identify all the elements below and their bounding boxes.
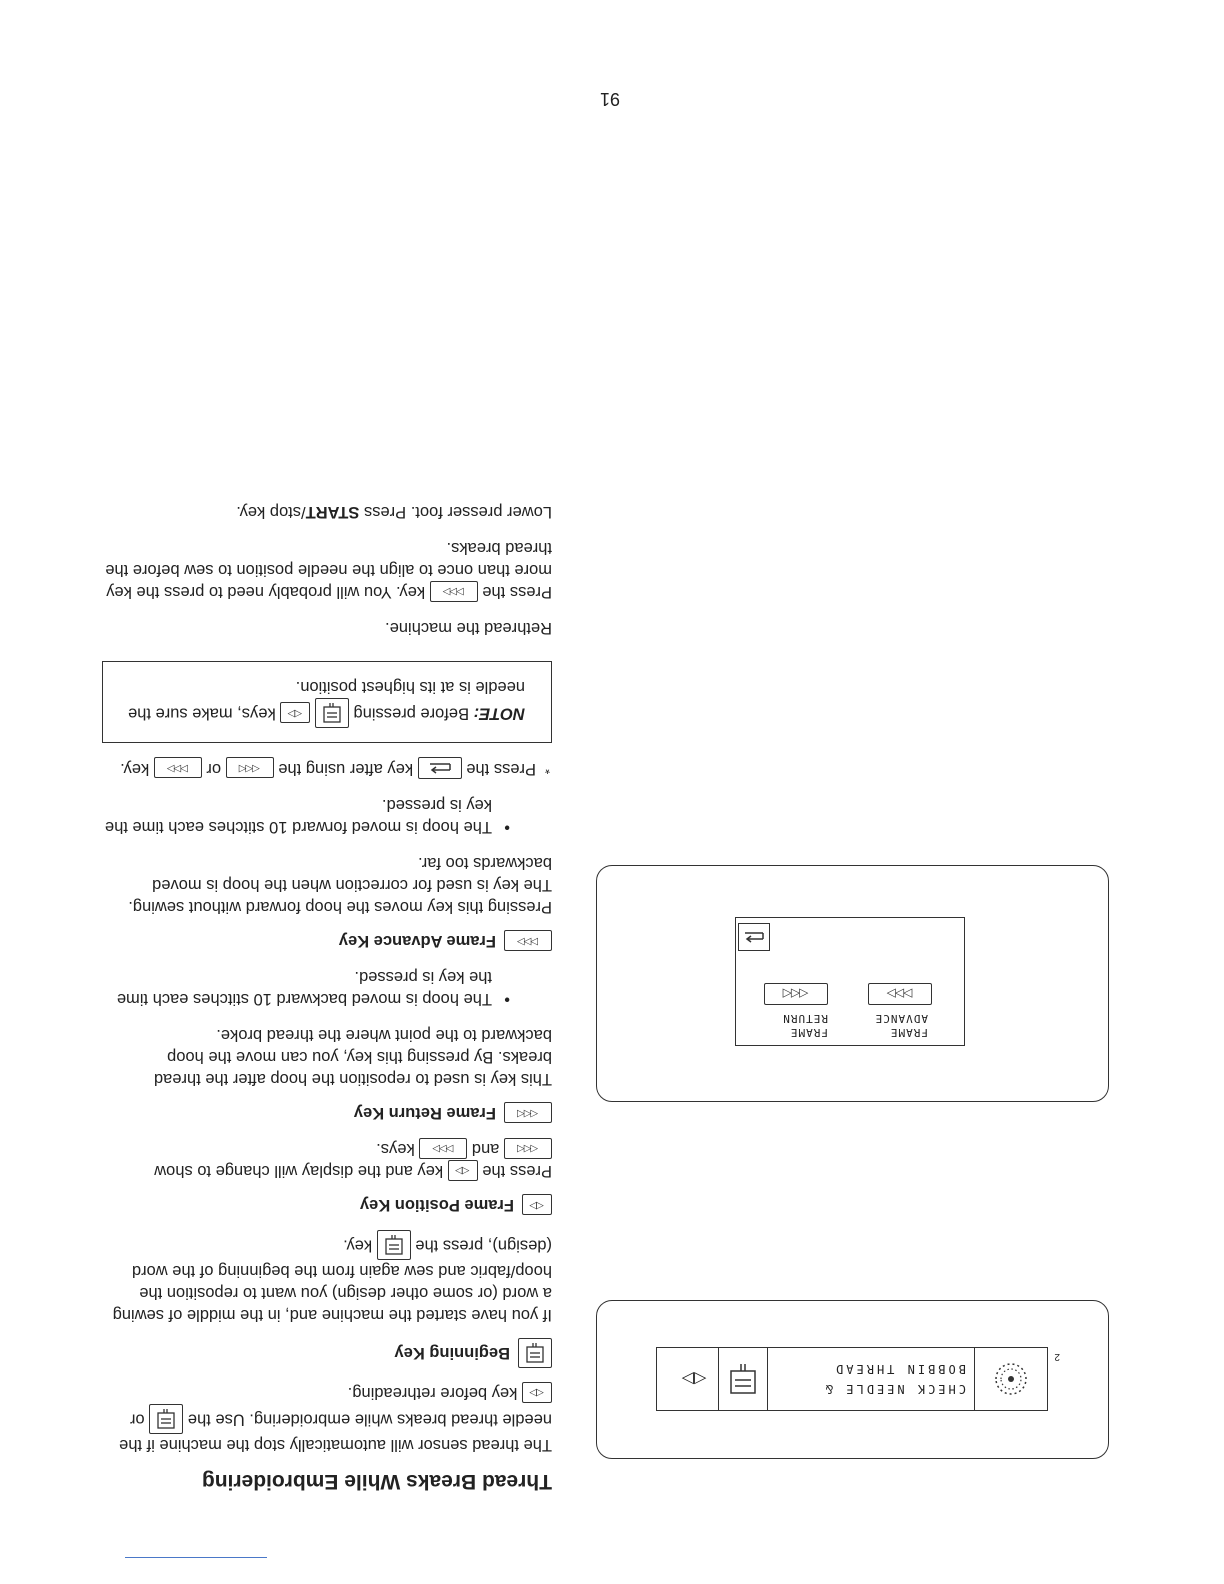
frame-return-bullet: • The hoop is moved backward 10 stitches each time the key is pressed. (102, 966, 552, 1010)
frame-position-key-icon: ◁▷ (448, 1160, 478, 1181)
return-label-2: RETURN (782, 1012, 828, 1025)
intro-or: or (130, 1410, 145, 1429)
start-key-label: START (305, 502, 360, 521)
body-text: key after using the (278, 759, 414, 778)
body-text: and (471, 1139, 500, 1158)
frame-position-key-icon: ◁▷ (522, 1382, 552, 1403)
lcd-display (656, 1347, 1048, 1411)
advance-label-2: ADVANCE (874, 1012, 928, 1025)
frame-advance-heading (102, 930, 552, 952)
intro-text: The thread sensor will automatically stop the machine if the needle thread breaks while embroidering. Use the (119, 1410, 552, 1454)
frame-advance-key-icon: ▷▷▷ (868, 983, 932, 1005)
frame-advance-bullet: • The hoop is moved forward 10 stitches each time the key is pressed. (102, 794, 552, 838)
lcd-line-2: BOBBIN THREAD (833, 1362, 966, 1376)
intro-paragraph (102, 1382, 552, 1456)
lcd-line-1: CHECK NEEDLE & (822, 1382, 966, 1396)
body-text: key. (343, 1236, 373, 1255)
beginning-key-icon (149, 1404, 183, 1434)
rethread-line: Rethread the machine. (385, 618, 552, 637)
frame-return-paragraph: This key is used to reposition the hoop after the thread breaks. By pressing this key, you can move the hoop backward to the point where the thread broke. (153, 1025, 552, 1088)
body-text: Before pressing (353, 704, 470, 723)
frame-return-heading (102, 1102, 552, 1124)
lcd-figure-check-thread (596, 1300, 1109, 1459)
frame-position-key-icon: ◁▷ (280, 702, 310, 723)
body-text: keys. (376, 1139, 415, 1158)
corner-mark: 2 (1054, 1351, 1060, 1362)
beginning-key-icon (718, 1348, 767, 1410)
intro-text-end: key before rethreading. (347, 1384, 518, 1402)
frame-advance-paragraph: Pressing this key moves the hoop forward without sewing. The key is used for correction when the hoop is moved backwards too far. (128, 853, 552, 916)
body-text: key and the display will change to show (154, 1161, 444, 1180)
lcd-figure-frame-keys (596, 865, 1109, 1102)
frame-return-key-icon: ◁◁◁ (226, 757, 274, 778)
press-advance-paragraph (102, 537, 552, 603)
body-text: key. You will probably need to press the key more than once to align the needle position to sew before the thread breaks. (105, 538, 552, 601)
frame-return-key-icon: ◁◁◁ (504, 1102, 552, 1123)
body-text: If you have started the machine and, in the middle of sewing a word (or some other design) you want to reposition the hoop/fabric and sew again from the beginning of the word (design), press the (112, 1236, 552, 1324)
heading-text: Frame Position Key (359, 1195, 514, 1214)
return-arrow-key-icon (738, 923, 770, 951)
frame-return-key-icon: ◁◁◁ (764, 983, 828, 1005)
note-box (102, 661, 552, 743)
page-number: 91 (599, 89, 620, 109)
beginning-key-heading (102, 1338, 552, 1368)
frame-position-heading (102, 1194, 552, 1216)
beginning-key-paragraph (102, 1230, 552, 1326)
frame-position-key-icon: ◁▷ (522, 1194, 552, 1215)
lcd-message (767, 1348, 974, 1410)
note-label: NOTE: (473, 704, 525, 723)
beginning-key-icon (518, 1338, 552, 1368)
beginning-key-icon (315, 698, 349, 728)
beginning-key-icon (377, 1230, 411, 1260)
heading-text: Frame Return Key (353, 1103, 496, 1122)
return-label-1: FRAME (789, 1026, 828, 1039)
frame-advance-key-icon: ▷▷▷ (419, 1138, 467, 1159)
frame-position-key-icon: ◁▷ (681, 1370, 707, 1387)
thread-spool-icon (974, 1348, 1047, 1410)
final-instruction (102, 501, 552, 523)
frame-advance-key-icon: ▷▷▷ (154, 757, 202, 778)
main-column (102, 487, 552, 1492)
page-title: Thread Breaks While Embroidering (201, 1470, 552, 1493)
heading-text: Beginning Key (394, 1343, 510, 1362)
return-arrow-key-icon (418, 757, 462, 779)
body-text: Press the (482, 582, 552, 601)
star-note (102, 757, 552, 780)
body-text: Press the (482, 1161, 552, 1180)
heading-text: Frame Advance Key (338, 931, 496, 950)
decorative-rule (125, 1557, 267, 1558)
frame-advance-key-icon: ▷▷▷ (504, 930, 552, 951)
frame-keys-display (735, 917, 965, 1046)
body-text: Lower presser foot. Press (364, 502, 552, 521)
body-text: key. (120, 759, 150, 778)
advance-label-1: FRAME (889, 1026, 928, 1039)
frame-advance-key-icon: ▷▷▷ (430, 581, 478, 602)
body-text: Press the (466, 759, 536, 778)
body-text: /stop key. (236, 502, 306, 521)
frame-position-paragraph (102, 1138, 552, 1182)
body-text: or (206, 759, 222, 778)
frame-return-key-icon: ◁◁◁ (504, 1138, 552, 1159)
body-text: keys, make sure the needle is at its highest position. (128, 677, 525, 723)
